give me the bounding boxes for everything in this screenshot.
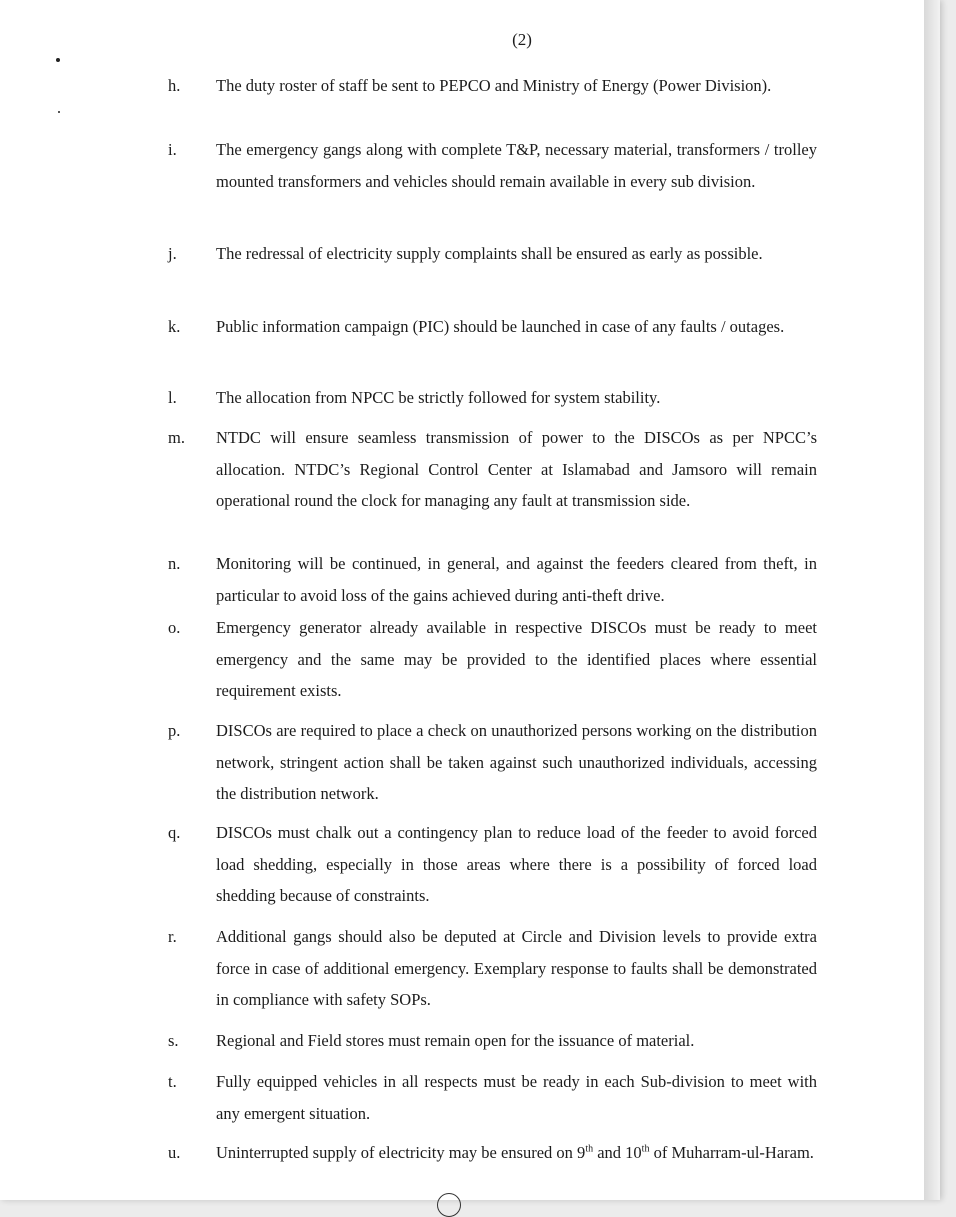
item-text: Emergency generator already available in respective DISCOs must be ready to meet emergency and the same may be provided to the identified places where essential requirement exists. bbox=[216, 618, 817, 700]
item-text: The duty roster of staff be sent to PEPCO and Ministry of Energy (Power Division). bbox=[216, 76, 772, 95]
item-text: DISCOs must chalk out a contingency plan to reduce load of the feeder to avoid forced load shedding, especially in those areas where there is a possibility of forced load shedding because of constraints. bbox=[216, 823, 817, 905]
list-item-n bbox=[168, 548, 818, 611]
page-number: (2) bbox=[512, 30, 532, 49]
list-item-r bbox=[168, 921, 818, 1016]
item-letter: p. bbox=[168, 721, 181, 740]
item-text-part: of Muharram-ul-Haram. bbox=[649, 1143, 814, 1162]
item-text-part: and 10 bbox=[593, 1143, 642, 1162]
list-item-o bbox=[168, 612, 818, 707]
scan-speck bbox=[58, 111, 60, 113]
item-text: DISCOs are required to place a check on unauthorized persons working on the distribution network, stringent action shall be taken against such unauthorized individuals, accessing the distribution network. bbox=[216, 721, 817, 803]
item-text: Regional and Field stores must remain open for the issuance of material. bbox=[216, 1031, 695, 1050]
item-text: Public information campaign (PIC) should be launched in case of any faults / outages. bbox=[216, 317, 785, 336]
list-item-t bbox=[168, 1066, 818, 1129]
item-text: Fully equipped vehicles in all respects must be ready in each Sub-division to meet with any emergent situation. bbox=[216, 1072, 817, 1123]
item-letter: m. bbox=[168, 428, 185, 447]
item-text-part: Uninterrupted supply of electricity may be ensured on 9 bbox=[216, 1143, 586, 1162]
list-item-j bbox=[168, 238, 818, 270]
item-letter: r. bbox=[168, 927, 177, 946]
list-item-m bbox=[168, 422, 818, 517]
item-letter: o. bbox=[168, 618, 181, 637]
list-item-s bbox=[168, 1025, 818, 1057]
item-letter: u. bbox=[168, 1143, 181, 1162]
item-letter: j. bbox=[168, 244, 177, 263]
ordinal-suffix: th bbox=[585, 1143, 594, 1155]
scan-speck bbox=[56, 58, 60, 62]
partial-stamp-mark bbox=[437, 1193, 461, 1217]
item-text: Additional gangs should also be deputed at Circle and Division levels to provide extra force in case of additional emergency. Exemplary response to faults shall be demonstrated in compliance with safety SOPs. bbox=[216, 927, 817, 1009]
item-text: The emergency gangs along with complete T&P, necessary material, transformers / trolley mounted transformers and vehicles should remain available in every sub division. bbox=[216, 140, 817, 191]
item-letter: s. bbox=[168, 1031, 179, 1050]
list-item-u bbox=[168, 1137, 818, 1169]
item-letter: n. bbox=[168, 554, 181, 573]
item-letter: h. bbox=[168, 76, 181, 95]
page-edge-shadow bbox=[924, 0, 940, 1200]
item-letter: k. bbox=[168, 317, 181, 336]
item-text bbox=[216, 1137, 817, 1169]
item-letter: t. bbox=[168, 1072, 177, 1091]
item-letter: i. bbox=[168, 140, 177, 159]
ordinal-suffix: th bbox=[641, 1143, 650, 1155]
item-text: Monitoring will be continued, in general, and against the feeders cleared from theft, in particular to avoid loss of the gains achieved during anti-theft drive. bbox=[216, 554, 817, 605]
item-text: The redressal of electricity supply complaints shall be ensured as early as possible. bbox=[216, 244, 763, 263]
list-item-i bbox=[168, 134, 818, 197]
list-item-k bbox=[168, 311, 818, 343]
list-item-p bbox=[168, 715, 818, 810]
item-text: NTDC will ensure seamless transmission of power to the DISCOs as per NPCC’s allocation. NTDC’s Regional Control Center at Islamabad and Jamsoro will remain operational round the clock for managing any fault at transmission side. bbox=[216, 428, 817, 510]
item-letter: q. bbox=[168, 823, 181, 842]
list-item-h bbox=[168, 70, 818, 102]
item-text: The allocation from NPCC be strictly followed for system stability. bbox=[216, 388, 661, 407]
list-item-q bbox=[168, 817, 818, 912]
list-item-l bbox=[168, 382, 818, 414]
item-letter: l. bbox=[168, 388, 177, 407]
